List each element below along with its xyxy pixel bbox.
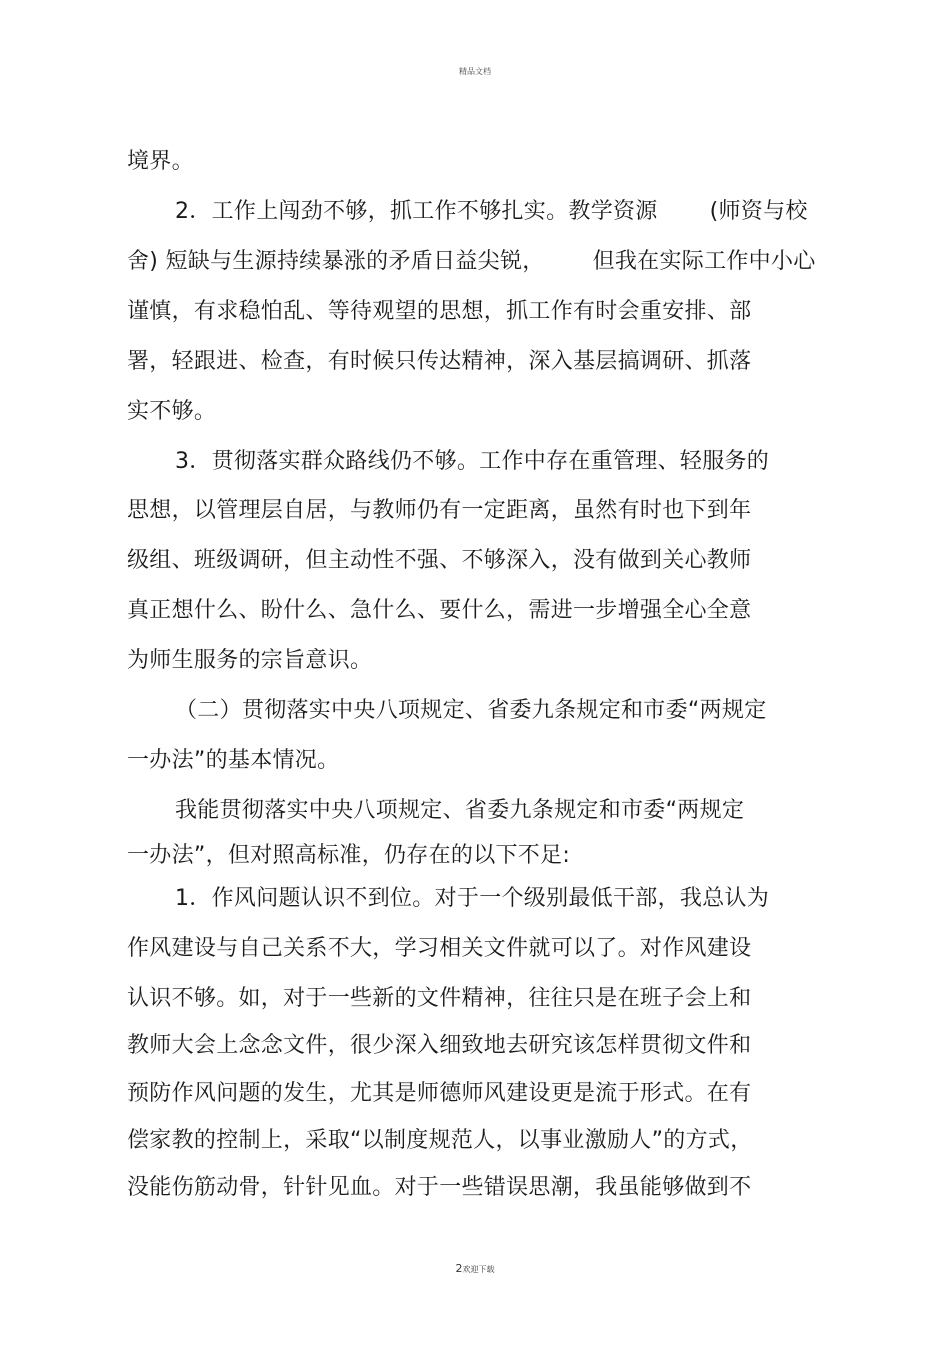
text-line: 为师生服务的宗旨意识。 xyxy=(127,648,373,673)
text-line xyxy=(175,198,808,226)
text-line: 作风建设与自己关系不大，学习相关文件就可以了。对作风建设 xyxy=(127,936,752,961)
text-line: 偿家教的控制上，采取“以制度规范人，以事业激励人”的方式， xyxy=(127,1128,753,1153)
text-segment: (师资与校 xyxy=(709,199,808,224)
text-line: 3．贯彻落实群众路线仍不够。工作中存在重管理、轻服务的 xyxy=(175,449,770,474)
text-line: 我能贯彻落实中央八项规定、省委九条规定和市委“两规定 xyxy=(175,798,745,823)
text-line: 预防作风问题的发生，尤其是师德师风建设更是流于形式。在有 xyxy=(127,1081,752,1106)
text-line: 1．作风问题认识不到位。对于一个级别最低干部，我总认为 xyxy=(175,886,770,911)
page-header: 精品文档 xyxy=(459,67,491,76)
text-segment: 2．工作上闯劲不够，抓工作不够扎实。教学资源 xyxy=(175,199,658,224)
text-line: 真正想什么、盼什么、急什么、要什么，需进一步增强全心全意 xyxy=(127,598,752,623)
text-line: 没能伤筋动骨，针针见血。对于一些错误思潮，我虽能够做到不 xyxy=(127,1175,752,1200)
text-line: 教师大会上念念文件，很少深入细致地去研究该怎样贯彻文件和 xyxy=(127,1033,752,1058)
text-line: 思想，以管理层自居，与教师仍有一定距离，虽然有时也下到年 xyxy=(127,498,752,523)
page-number: 2 xyxy=(455,1262,463,1275)
text-line: 一办法”，但对照高标准，仍存在的以下不足: xyxy=(127,843,571,868)
footer-text: 欢迎下载 xyxy=(462,1265,495,1274)
text-line: 实不够。 xyxy=(127,399,217,424)
text-line: 谨慎，有求稳怕乱、等待观望的思想，抓工作有时会重安排、部 xyxy=(127,299,752,324)
text-line: 认识不够。如，对于一些新的文件精神，往往只是在班子会上和 xyxy=(127,986,752,1011)
text-segment: 舍) 短缺与生源持续暴涨的矛盾日益尖锐， xyxy=(127,249,545,274)
text-line: 境界。 xyxy=(127,149,194,174)
section-heading: （二）贯彻落实中央八项规定、省委九条规定和市委“两规定 xyxy=(175,698,767,723)
text-line xyxy=(127,248,816,276)
section-heading: 一办法”的基本情况。 xyxy=(127,748,340,773)
text-line: 级组、班级调研，但主动性不强、不够深入，没有做到关心教师 xyxy=(127,548,752,573)
page-footer xyxy=(0,1262,950,1275)
text-segment: 但我在实际工作中小心 xyxy=(592,249,816,274)
text-line: 署，轻跟进、检查，有时候只传达精神，深入基层搞调研、抓落 xyxy=(127,349,752,374)
